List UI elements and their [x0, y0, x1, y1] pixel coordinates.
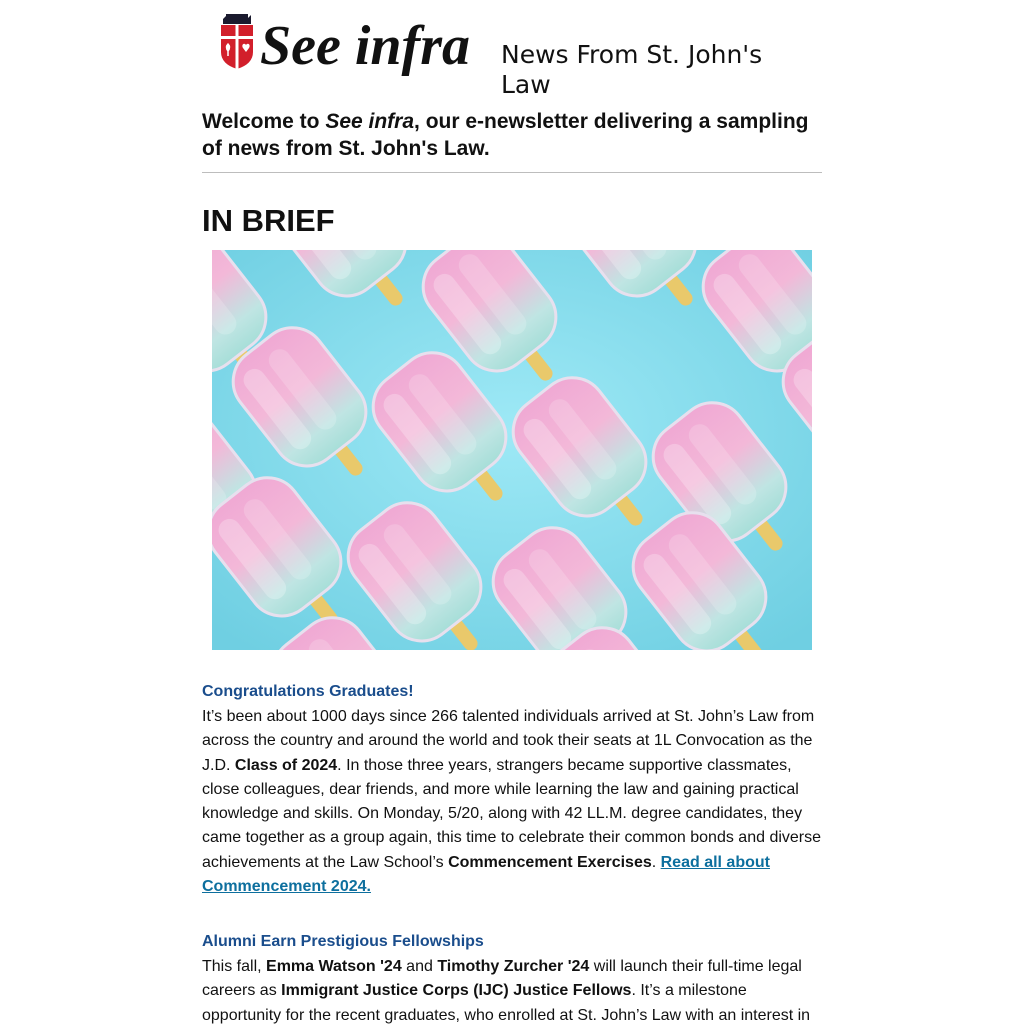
section-title: IN BRIEF [202, 203, 335, 238]
hero-image [212, 250, 812, 650]
story-bold: Class of 2024 [234, 756, 338, 774]
story-text: and [401, 958, 438, 975]
welcome-suffix: , our e-newsletter delivering a sampling of news from St. John's Law. [202, 110, 809, 160]
welcome-emphasis: See infra [325, 110, 415, 133]
newsletter-header [218, 10, 818, 99]
header-tagline: News From St. John's Law [501, 40, 763, 99]
story-title: Alumni Earn Prestigious Fellowships [202, 933, 484, 950]
story-text: This fall, [202, 958, 267, 975]
story-body [202, 705, 822, 899]
welcome-intro [202, 108, 822, 162]
story-text: . In those three years, strangers became supportive classmates, close colleagues, dear friends, and more while learning the law and gaining practical knowledge and skills. On Monday, 5/20, along with 42 LL.M. degree candidates, they came together as a group again, this time to celebrate their common bonds and diverse achievements at the Law School’s [202, 756, 822, 871]
divider [202, 172, 822, 173]
brand-wordmark: See infra [260, 15, 470, 77]
story-bold: Immigrant Justice Corps (IJC) Justice Fellows [281, 982, 632, 1000]
story-text: It’s been about 1000 days since 266 talented individuals arrived at St. John’s Law from across the country and around the world and took their seats at 1L Convocation as the J.D. [202, 708, 815, 774]
story-bold: Commencement Exercises [448, 853, 652, 871]
st-johns-crest-icon [218, 12, 256, 70]
story-text: will launch their full-time legal careers as [202, 958, 802, 1000]
popsicles-illustration [212, 250, 812, 650]
read-more-link[interactable]: Read all about Commencement 2024. [202, 853, 770, 896]
welcome-prefix: Welcome to [202, 110, 326, 133]
story-body [202, 955, 822, 1028]
story-text: . It’s a milestone opportunity for the recent graduates, who enrolled at St. John’s Law with an interest in [202, 982, 811, 1024]
story-bold: Emma Watson '24 [266, 958, 402, 975]
story-bold: Timothy Zurcher '24 [437, 958, 590, 975]
story-text: . [651, 853, 661, 871]
story-title: Congratulations Graduates! [202, 683, 414, 700]
